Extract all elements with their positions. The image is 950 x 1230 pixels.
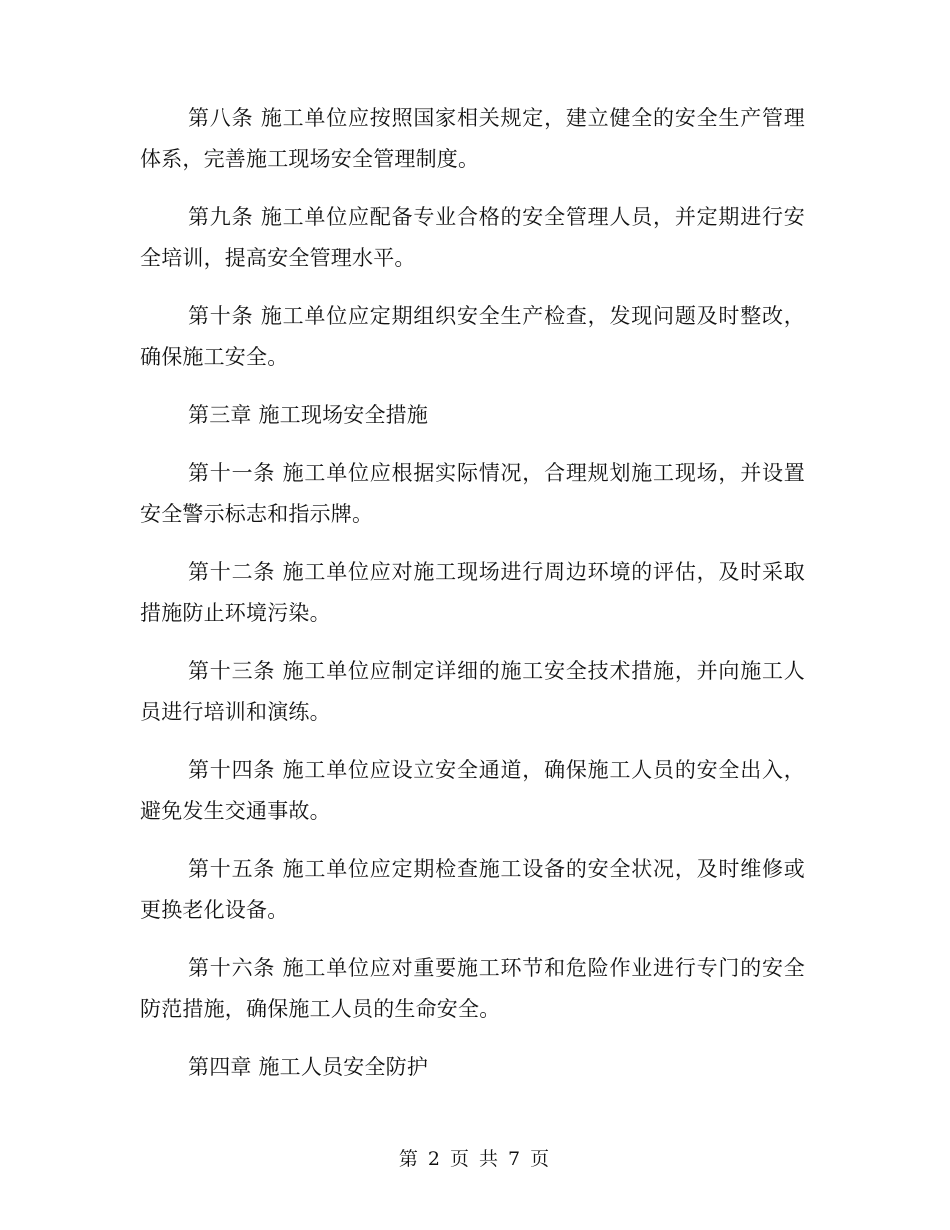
article-8: 第八条 施工单位应按照国家相关规定，建立健全的安全生产管理体系，完善施工现场安全管理制度。 [140, 106, 805, 171]
article-13: 第十三条 施工单位应制定详细的施工安全技术措施，并向施工人员进行培训和演练。 [140, 659, 805, 724]
page-number-footer: 第 2 页 共 7 页 [398, 1148, 552, 1170]
chapter-4-heading: 第四章 施工人员安全防护 [188, 1055, 429, 1079]
article-12: 第十二条 施工单位应对施工现场进行周边环境的评估，及时采取措施防止环境污染。 [140, 560, 805, 625]
article-15: 第十五条 施工单位应定期检查施工设备的安全状况，及时维修或更换老化设备。 [140, 857, 805, 922]
article-9: 第九条 施工单位应配备专业合格的安全管理人员，并定期进行安全培训，提高安全管理水平。 [140, 205, 805, 270]
document-body [140, 98, 805, 1105]
article-16: 第十六条 施工单位应对重要施工环节和危险作业进行专门的安全防范措施，确保施工人员的生命安全。 [140, 956, 805, 1021]
article-10: 第十条 施工单位应定期组织安全生产检查，发现问题及时整改，确保施工安全。 [140, 304, 805, 369]
chapter-3-heading: 第三章 施工现场安全措施 [188, 403, 429, 427]
article-14: 第十四条 施工单位应设立安全通道，确保施工人员的安全出入，避免发生交通事故。 [140, 758, 805, 823]
article-11: 第十一条 施工单位应根据实际情况，合理规划施工现场，并设置安全警示标志和指示牌。 [140, 461, 805, 526]
